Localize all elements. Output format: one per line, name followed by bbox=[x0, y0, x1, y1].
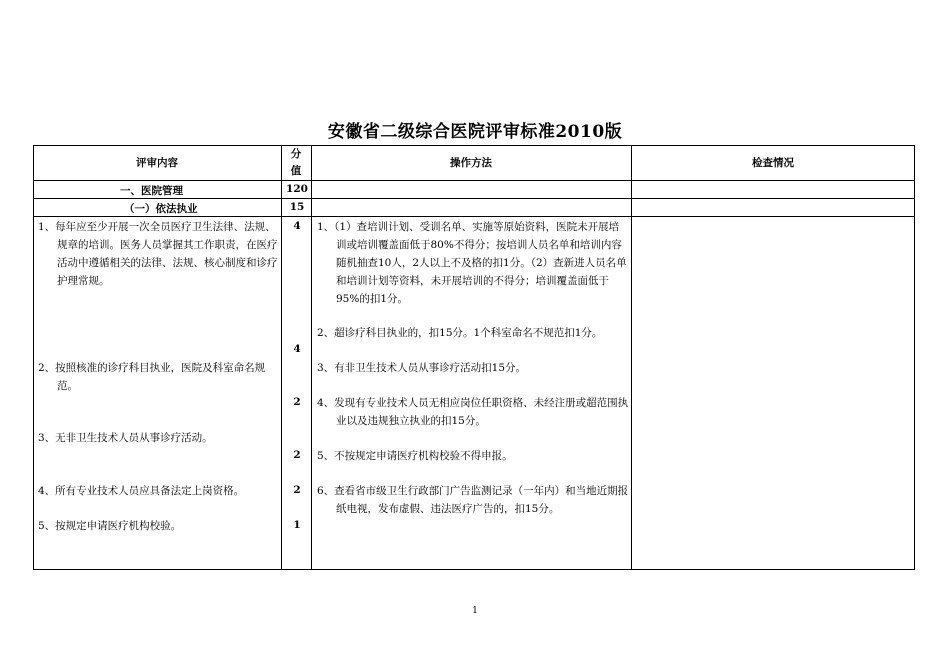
header-score: 分 值 bbox=[290, 148, 302, 177]
subsection-label: （一）依法执业 bbox=[124, 203, 198, 215]
item-score: 4 bbox=[293, 343, 301, 355]
item-score: 1 bbox=[293, 519, 301, 531]
item-score: 2 bbox=[293, 449, 301, 461]
method-item: 4、发现有专业技术人员无相应岗位任职资格、未经注册或超范围执业以及违规独立执业的扣15分。 bbox=[317, 397, 629, 427]
criterion-item: 2、按照核准的诊疗科目执业，医院及科室命名规范。 bbox=[38, 362, 266, 392]
column-divider bbox=[631, 145, 632, 570]
item-score: 2 bbox=[293, 396, 301, 408]
section-score: 120 bbox=[286, 183, 308, 195]
item-score: 2 bbox=[293, 484, 301, 496]
subsection-score: 15 bbox=[289, 201, 305, 213]
criterion-item: 1、每年应至少开展一次全员医疗卫生法律、法规、规章的培训。医务人员掌握其工作职责，在医疗活动中遵循相关的法律、法规、核心制度和诊疗护理常规。 bbox=[38, 221, 278, 287]
criterion-item: 4、所有专业技术人员应具备法定上岗资格。 bbox=[38, 485, 245, 497]
header-check: 检查情况 bbox=[752, 157, 794, 169]
method-item: 5、不按规定申请医疗机构校验不得申报。 bbox=[317, 450, 513, 462]
column-divider bbox=[281, 145, 282, 570]
criterion-item: 3、无非卫生技术人员从事诊疗活动。 bbox=[38, 432, 213, 444]
item-score: 4 bbox=[293, 220, 301, 232]
criterion-item: 5、按规定申请医疗机构校验。 bbox=[38, 520, 182, 532]
row-divider bbox=[33, 216, 915, 217]
column-divider bbox=[311, 145, 312, 570]
method-item: 2、超诊疗科目执业的，扣15分。1个科室命名不规范扣1分。 bbox=[317, 327, 603, 339]
header-content: 评审内容 bbox=[136, 157, 178, 169]
page-number: 1 bbox=[472, 606, 478, 616]
header-method: 操作方法 bbox=[450, 157, 492, 169]
method-item: 6、查看省市级卫生行政部门广告监测记录（一年内）和当地近期报纸电视，发布虚假、违法医疗广告的，扣15分。 bbox=[317, 485, 629, 515]
row-divider bbox=[33, 180, 915, 181]
section-label: 一、医院管理 bbox=[120, 185, 183, 197]
document-title: 安徽省二级综合医院评审标准2010版 bbox=[327, 122, 623, 142]
method-item: 1、（1）查培训计划、受训名单、实施等原始资料，医院未开展培训或培训覆盖面低于80%不得分；按培训人员名单和培训内容随机抽查10人，2人以上不及格的扣1分。（2）查新进人员名单和培训计划等资料，未开展培训的不得分；培训覆盖面低于95%的扣1分。 bbox=[317, 221, 627, 305]
row-divider bbox=[33, 198, 915, 199]
method-item: 3、有非卫生技术人员从事诊疗活动扣15分。 bbox=[317, 362, 527, 374]
